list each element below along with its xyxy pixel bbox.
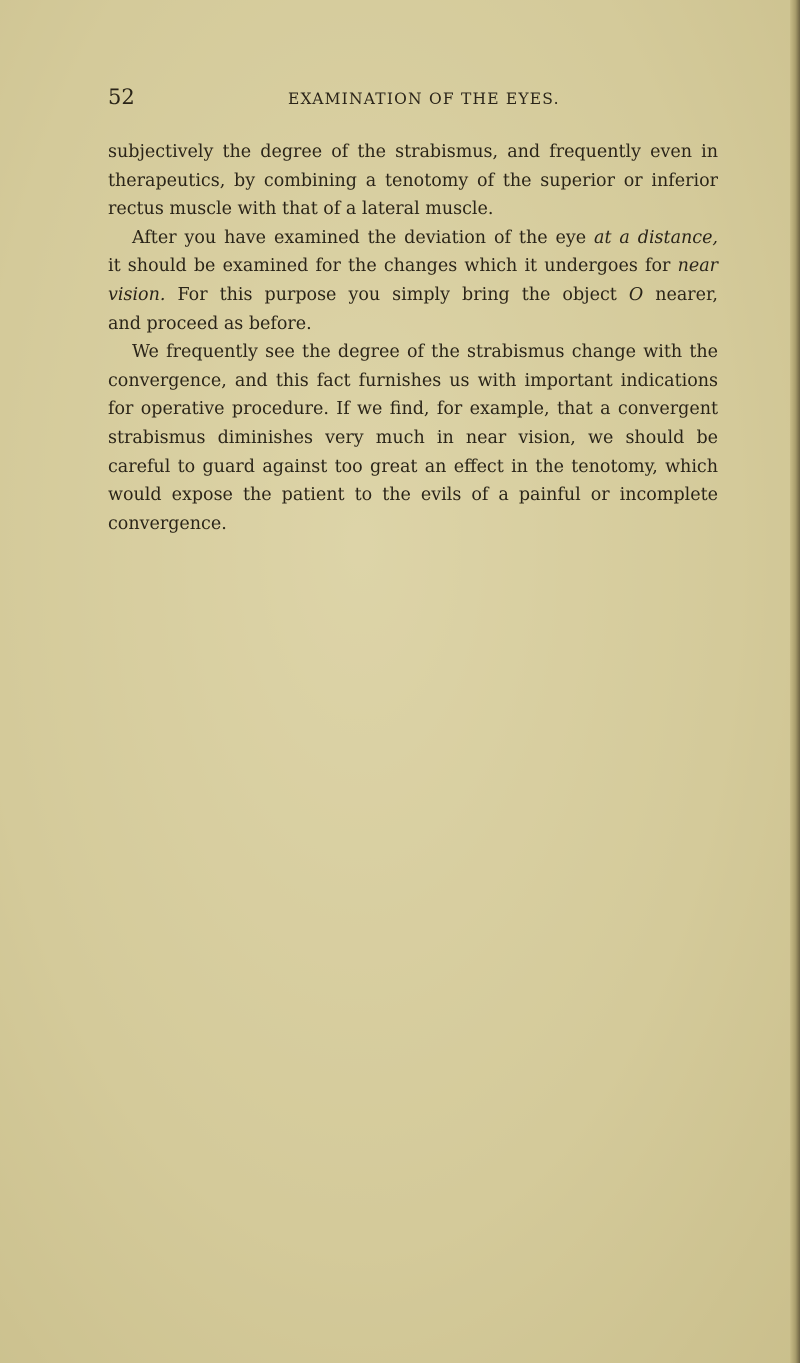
text-line: for operative procedure. If we find, for example, that a convergent (108, 399, 718, 420)
text-line: would expose the patient to the evils of a painful or incomplete (108, 485, 718, 506)
text-line: rectus muscle with that of a lateral muscle. (108, 199, 494, 220)
text-fragment: nearer, (643, 284, 718, 305)
text-line: strabismus diminishes very much in near vision, we should be (108, 427, 718, 448)
text-line: We frequently see the degree of the strabismus change with the (132, 342, 718, 363)
text-line: convergence. (108, 513, 227, 534)
text-line: convergence, and this fact furnishes us with important indications (108, 370, 718, 391)
italic-phrase: O (628, 284, 644, 305)
running-head: EXAMINATION OF THE EYES. (288, 90, 560, 108)
body-text (108, 138, 718, 538)
page-edge (790, 0, 800, 1363)
text-line: subjectively the degree of the strabismus, and frequently even in (108, 142, 718, 162)
text-fragment: After you have examined the deviation of the eye (132, 227, 595, 248)
italic-phrase: vision. (108, 284, 166, 305)
text-line: therapeutics, by combining a tenotomy of the superior or inferior (108, 170, 718, 191)
text-line (108, 281, 718, 310)
text-line (108, 252, 718, 281)
page-header (108, 82, 718, 112)
italic-phrase: at a distance, (594, 227, 718, 248)
text-line (108, 224, 718, 253)
page-number: 52 (108, 85, 135, 109)
text-fragment: For this purpose you simply bring the object (165, 284, 629, 305)
italic-phrase: near (677, 256, 718, 277)
text-line: and proceed as before. (108, 313, 312, 334)
text-fragment: it should be examined for the changes which it undergoes for (108, 256, 678, 277)
text-line: careful to guard against too great an effect in the tenotomy, which (108, 456, 718, 477)
